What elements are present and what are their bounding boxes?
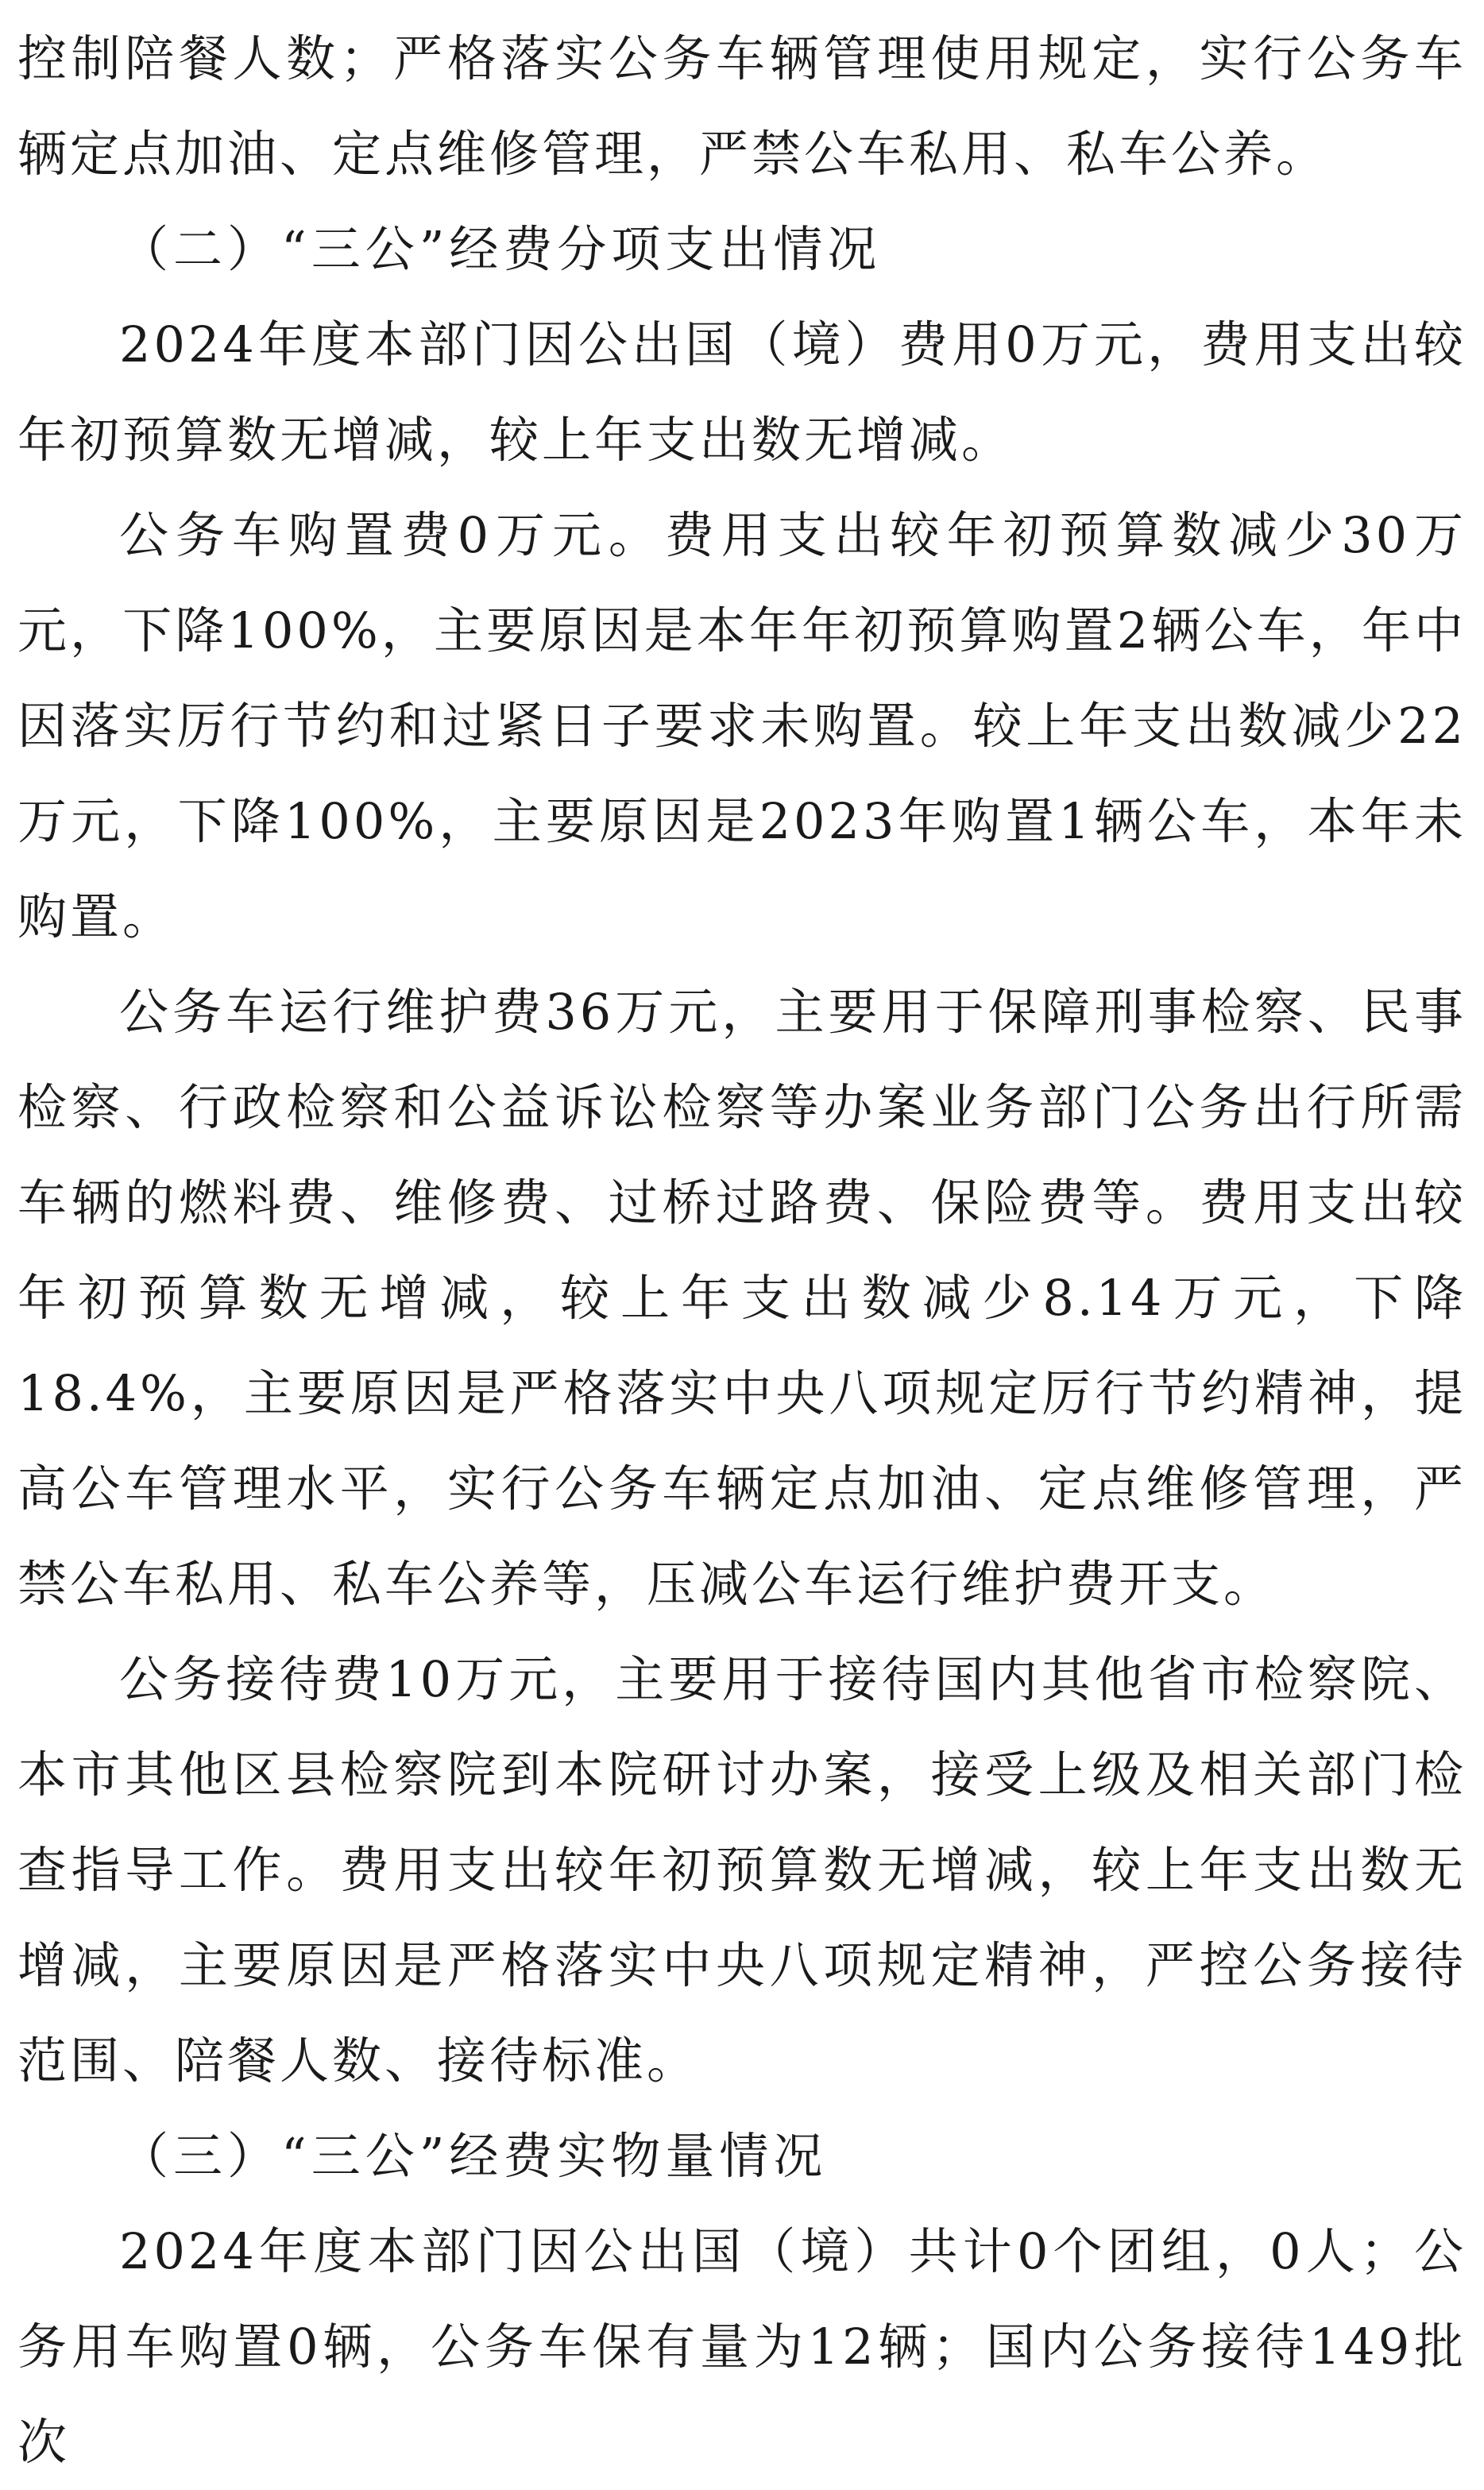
paragraph-continuation: 控制陪餐人数；严格落实公务车辆管理使用规定，实行公务车辆定点加油、定点维修管理，严禁公车私用、私车公养。: [17, 29, 1467, 183]
paragraph-physical-quantity: 2024年度本部门因公出国（境）共计0个团组，0人；公务用车购置0辆，公务车保有量为12辆；国内公务接待149批次: [17, 2222, 1467, 2471]
paragraph-vehicle-maintenance: 公务车运行维护费36万元，主要用于保障刑事检察、民事检察、行政检察和公益诉讼检察等办案业务部门公务出行所需车辆的燃料费、维修费、过桥过路费、保险费等。费用支出较年初预算数无增减，较上年支出数减少8.14万元，下降18.4%，主要原因是严格落实中央八项规定厉行节约精神，提高公车管理水平，实行公务车辆定点加油、定点维修管理，严禁公车私用、私车公养等，压减公车运行维护费开支。: [17, 983, 1467, 1613]
paragraph-overseas-travel: 2024年度本部门因公出国（境）费用0万元，费用支出较年初预算数无增减，较上年支出数无增减。: [17, 315, 1467, 469]
paragraph-reception: 公务接待费10万元，主要用于接待国内其他省市检察院、本市其他区县检察院到本院研讨办案，接受上级及相关部门检查指导工作。费用支出较年初预算数无增减，较上年支出数无增减，主要原因是严格落实中央八项规定精神，严控公务接待范围、陪餐人数、接待标准。: [17, 1650, 1467, 2090]
section-heading-2: （二）“三公”经费分项支出情况: [119, 220, 882, 278]
paragraph-vehicle-purchase: 公务车购置费0万元。费用支出较年初预算数减少30万元，下降100%，主要原因是本年年初预算购置2辆公车，年中因落实厉行节约和过紧日子要求未购置。较上年支出数减少22万元，下降100%，主要原因是2023年购置1辆公车，本年未购置。: [17, 506, 1467, 945]
section-heading-3: （三）“三公”经费实物量情况: [119, 2127, 828, 2185]
